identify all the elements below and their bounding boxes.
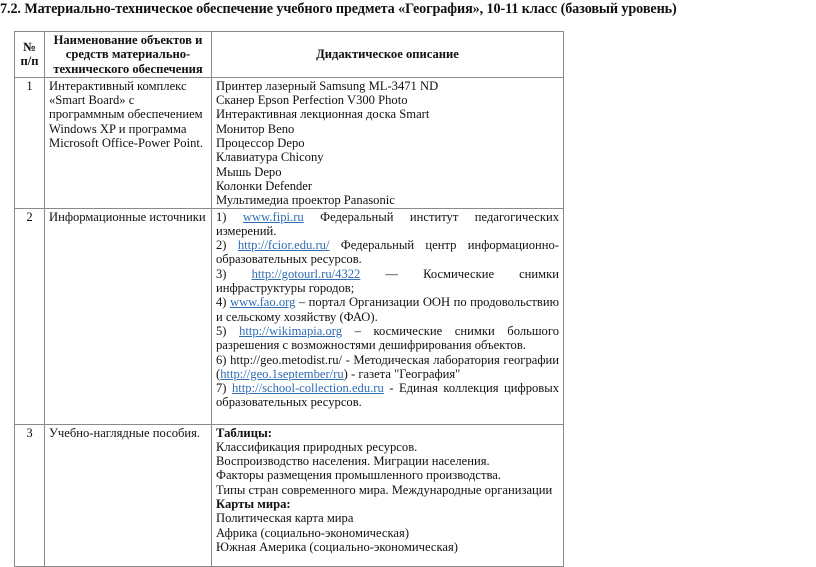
table-header-row — [15, 32, 564, 78]
equipment-item: Монитор Beno — [216, 121, 295, 136]
source-text: Федеральный институт педагогических измерений. — [216, 209, 559, 238]
source-prefix: 5) — [216, 323, 240, 338]
equipment-table — [14, 31, 564, 567]
aid-item: Южная Америка (социально-экономическая) — [216, 539, 458, 554]
group-heading: Таблицы: — [216, 425, 272, 440]
equipment-item: Мультимедиа проектор Panasonic — [216, 193, 395, 208]
source-item — [216, 353, 559, 382]
table-row — [15, 424, 564, 566]
source-text: ) - газета "География" — [343, 366, 461, 381]
equipment-item: Колонки Defender — [216, 178, 313, 193]
aid-item: Типы стран современного мира. Международные организации — [216, 482, 553, 497]
source-item — [216, 381, 559, 410]
equipment-item: Мышь Depo — [216, 164, 282, 179]
source-link[interactable]: http://school-collection.edu.ru — [231, 381, 384, 396]
source-item — [216, 238, 559, 267]
source-item — [216, 210, 559, 239]
row-num: 3 — [15, 424, 45, 566]
equipment-item: Процессор Depo — [216, 136, 305, 151]
source-link[interactable]: http://gotourl.ru/4322 — [251, 266, 361, 281]
source-link[interactable]: www.fao.org — [229, 295, 296, 310]
row-num: 2 — [15, 208, 45, 424]
header-description: Дидактическое описание — [212, 32, 564, 78]
source-text: – космические снимки большого разрешения с возможностями дешифрирования объектов. — [216, 323, 559, 353]
equipment-item: Интерактивная лекционная доска Smart — [216, 107, 430, 122]
source-item — [216, 267, 559, 296]
header-num: № п/п — [15, 32, 45, 78]
table-row — [15, 77, 564, 208]
row-name: Интерактивный комплекс «Smart Board» с программным обеспечением Windows XP и программа Microsoft Office-Power Point. — [45, 77, 212, 208]
row-name: Учебно-наглядные пособия. — [45, 424, 212, 566]
source-text: — Космические снимки инфраструктуры городов; — [216, 266, 559, 296]
aid-item: Классификация природных ресурсов. — [216, 439, 418, 454]
section-title: 7.2. Материально-техническое обеспечение учебного предмета «География», 10-11 класс (базовый уровень) — [0, 1, 677, 17]
header-name: Наименование объектов и средств материально-технического обеспечения — [45, 32, 212, 78]
source-prefix: 3) — [216, 266, 252, 281]
source-link[interactable]: http://geo.1september/ru — [220, 366, 344, 381]
source-item — [216, 295, 559, 324]
source-prefix: 4) — [216, 295, 230, 310]
source-link[interactable]: www.fipi.ru — [242, 209, 304, 224]
equipment-item: Сканер Epson Perfection V300 Photo — [216, 93, 408, 108]
aid-item: Воспроизводство населения. Миграции населения. — [216, 454, 490, 469]
source-text: – портал Организации ООН по продовольствию и сельскому хозяйству (ФАО). — [216, 295, 560, 324]
source-prefix: 2) — [216, 238, 238, 253]
row-num: 1 — [15, 77, 45, 208]
source-text: - Единая коллекция цифровых образовательных ресурсов. — [216, 381, 559, 410]
row-name: Информационные источники — [45, 208, 212, 424]
equipment-item: Клавиатура Chicony — [216, 150, 324, 165]
source-link[interactable]: http://wikimapia.org — [239, 323, 343, 338]
source-item — [216, 324, 559, 353]
source-prefix: 1) — [216, 209, 243, 224]
group-heading: Карты мира: — [216, 497, 291, 512]
equipment-item: Принтер лазерный Samsung ML-3471 ND — [216, 78, 439, 93]
source-prefix: 6) http://geo.metodist.ru/ - Методическая лаборатория географии ( — [216, 352, 559, 381]
aid-item: Африка (социально-экономическая) — [216, 525, 410, 540]
source-prefix: 7) — [216, 381, 232, 396]
row-description — [212, 424, 564, 566]
table-row — [15, 208, 564, 424]
row-description — [212, 77, 564, 208]
row-description — [212, 208, 564, 424]
source-text: Федеральный центр информационно-образовательных ресурсов. — [216, 238, 560, 267]
aid-item: Факторы размещения промышленного производства. — [216, 468, 502, 483]
source-link[interactable]: http://fcior.edu.ru/ — [237, 238, 330, 253]
aid-item: Политическая карта мира — [216, 511, 354, 526]
